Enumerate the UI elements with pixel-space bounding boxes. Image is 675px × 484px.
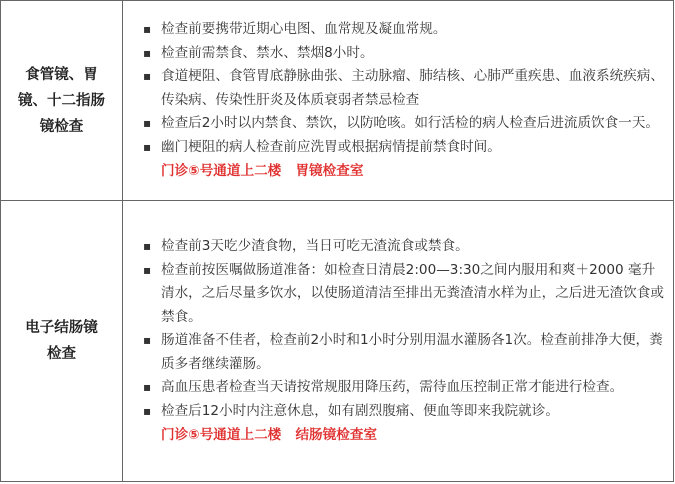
list-item (123, 112, 665, 136)
square-bullet-icon: ▪ (143, 45, 152, 60)
category-line: 食管镜、胃 (25, 66, 98, 83)
table-row (1, 1, 674, 201)
instruction-text: 检查后12小时内注意休息，如有剧烈腹痛、便血等即来我院就诊。 (161, 402, 559, 419)
list-item (123, 18, 665, 42)
square-bullet-icon: ▪ (143, 139, 152, 154)
instruction-text: 检查前需禁食、禁水、禁烟8小时。 (161, 44, 374, 61)
instruction-text: 检查后2小时以内禁食、禁饮，以防呛咳。如行活检的病人检查后进流质饮食一天。 (161, 115, 660, 131)
instruction-text: 肠道准备不佳者，检查前2小时和1小时分别用温水灌肠各1次。检查前排净大便，粪质多者继续灌肠。 (161, 332, 663, 372)
list-item (123, 136, 665, 160)
square-bullet-icon: ▪ (143, 22, 152, 36)
category-line: 检查 (47, 346, 76, 362)
list-item (123, 259, 665, 330)
square-bullet-icon: ▪ (143, 262, 152, 277)
instruction-text: 检查前按医嘱做肠道准备：如检查日清晨2:00—3:30之间内服用和爽＋2000 毫升清水，之后尽量多饮水，以使肠道清洁至排出无粪渣清水样为止，之后进无渣饮食或禁食。 (161, 261, 664, 325)
square-bullet-icon: ▪ (143, 403, 152, 418)
square-bullet-icon: ▪ (143, 116, 152, 130)
instruction-text: 检查前3天吃少渣食物，当日可吃无渣流食或禁食。 (161, 238, 469, 254)
list-item (123, 235, 665, 259)
instruction-text: 食道梗阻、食管胃底静脉曲张、主动脉瘤、肺结核、心肺严重疾患、血液系统疾病、传染病、传染性肝炎及体质衰弱者禁忌检查 (161, 68, 664, 108)
list-item (123, 376, 665, 400)
square-bullet-icon: ▪ (143, 69, 152, 83)
square-bullet-icon: ▪ (143, 333, 152, 347)
square-bullet-icon: ▪ (143, 239, 152, 253)
category-line: 镜、十二指肠 (18, 92, 105, 109)
instructions-cell (123, 1, 674, 201)
instruction-text: 幽门梗阻的病人检查前应洗胃或根据病情提前禁食时间。 (161, 138, 501, 155)
list-item (123, 42, 665, 66)
list-item (123, 400, 665, 424)
instructions-cell (123, 201, 674, 482)
category-cell (1, 201, 123, 482)
instruction-list (123, 235, 665, 423)
list-item (123, 329, 665, 376)
category-cell (1, 1, 123, 201)
exam-room-location: 门诊⑤号通道上二楼 结肠镜检查室 (161, 427, 378, 443)
table-row (1, 201, 674, 482)
instruction-list (123, 18, 665, 159)
category-line: 电子结肠镜 (25, 320, 98, 336)
instruction-text: 高血压患者检查当天请按常规服用降压药，需待血压控制正常才能进行检查。 (161, 379, 624, 395)
category-line: 镜检查 (39, 118, 84, 135)
instruction-text: 检查前要携带近期心电图、血常规及凝血常规。 (161, 21, 447, 37)
list-item (123, 65, 665, 112)
exam-room-location: 门诊⑤号通道上二楼 胃镜检查室 (161, 163, 364, 179)
square-bullet-icon: ▪ (143, 380, 152, 394)
